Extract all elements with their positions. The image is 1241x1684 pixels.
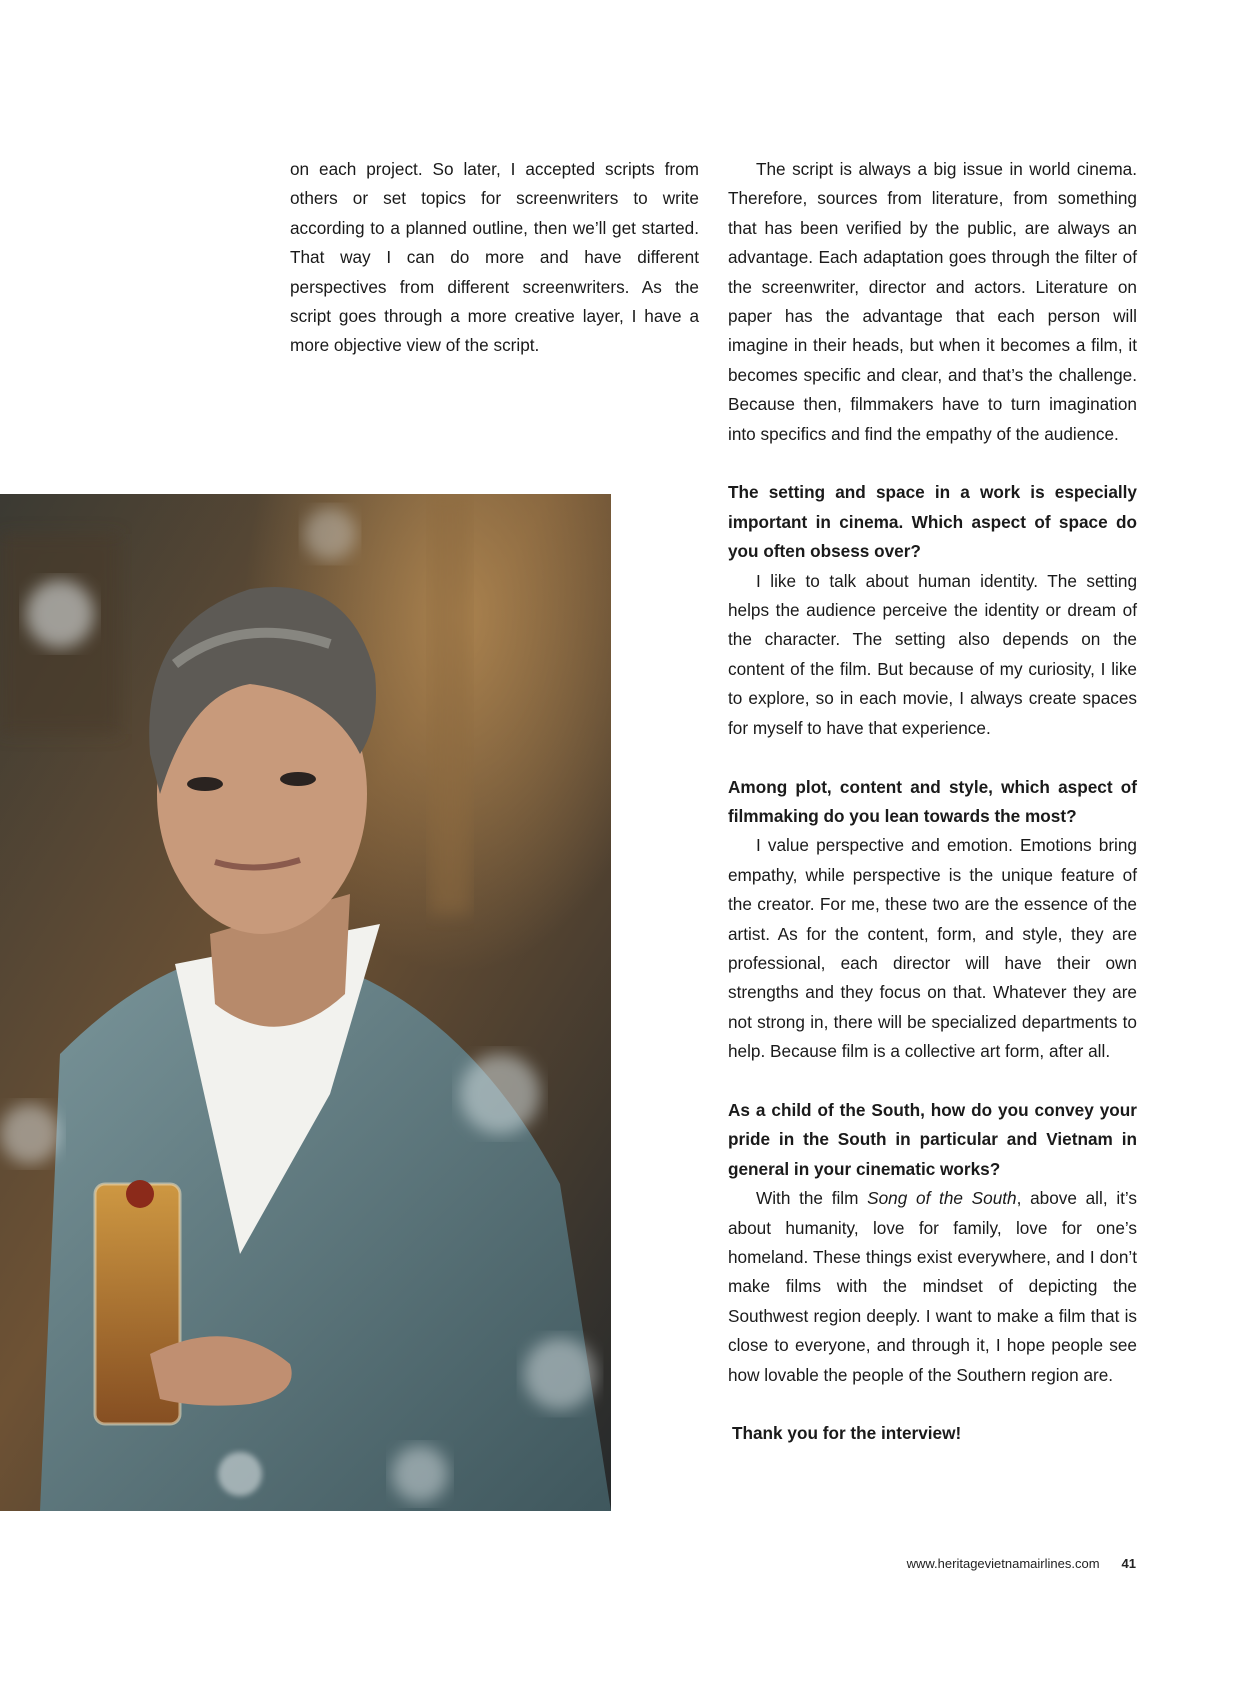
question-setting: The setting and space in a work is especially important in cinema. Which aspect of space do you often obsess over? bbox=[728, 482, 1137, 562]
website-link[interactable]: www.heritagevietnamairlines.com bbox=[906, 1556, 1100, 1571]
page-number: 41 bbox=[1121, 1556, 1136, 1571]
page-footer bbox=[907, 1556, 1136, 1571]
left-column bbox=[290, 155, 699, 361]
question-south: As a child of the South, how do you convey your pride in the South in particular and Vietnam in general in your cinematic works? bbox=[728, 1099, 1137, 1179]
answer-setting: I like to talk about human identity. The setting helps the audience perceive the identity or dream of the character. The setting also depends on the content of the film. But because of my curiosity, I like to explore, so in each movie, I always create spaces for myself to have that experience. bbox=[728, 570, 1137, 738]
question-filmmaking: Among plot, content and style, which aspect of filmmaking do you lean towards the most? bbox=[728, 776, 1137, 826]
portrait-photo bbox=[0, 494, 611, 1511]
right-column bbox=[728, 155, 1137, 1449]
answer-filmmaking: I value perspective and emotion. Emotions bring empathy, while perspective is the unique feature of the creator. For me, these two are the essence of the artist. As for the content, form, and style, they are professional, each director will have their own strengths and they focus on that. Whatever they are not strong in, there will be specialized departments to help. Because film is a collective art form, after all. bbox=[728, 835, 1137, 1062]
closing-line: Thank you for the interview! bbox=[732, 1423, 962, 1444]
film-title: Song of the South bbox=[867, 1188, 1017, 1209]
intro-paragraph: The script is always a big issue in world cinema. Therefore, sources from literature, from something that has been verified by the public, are always an advantage. Each adaptation goes through the filter of the screenwriter, director and actors. Literature on paper has the advantage that each person will imagine in their heads, but when it becomes a film, it becomes specific and clear, and that’s the challenge. Because then, filmmakers have to turn imagination into specifics and find the empathy of the audience. bbox=[728, 159, 1137, 444]
left-paragraph: on each project. So later, I accepted scripts from others or set topics for screenwriters to write according to a planned outline, then we’ll get started. That way I can do more and have different perspectives from different screenwriters. As the script goes through a more creative layer, I have a more objective view of the script. bbox=[290, 159, 699, 356]
answer-south: With the film Song of the South, above all, it’s about humanity, love for family, love for one’s homeland. These things exist everywhere, and I don’t make films with the mindset of depicting the Southwest region deeply. I want to make a film that is close to everyone, and through it, I hope people see how lovable the people of the Southern region are. bbox=[728, 1188, 1138, 1385]
